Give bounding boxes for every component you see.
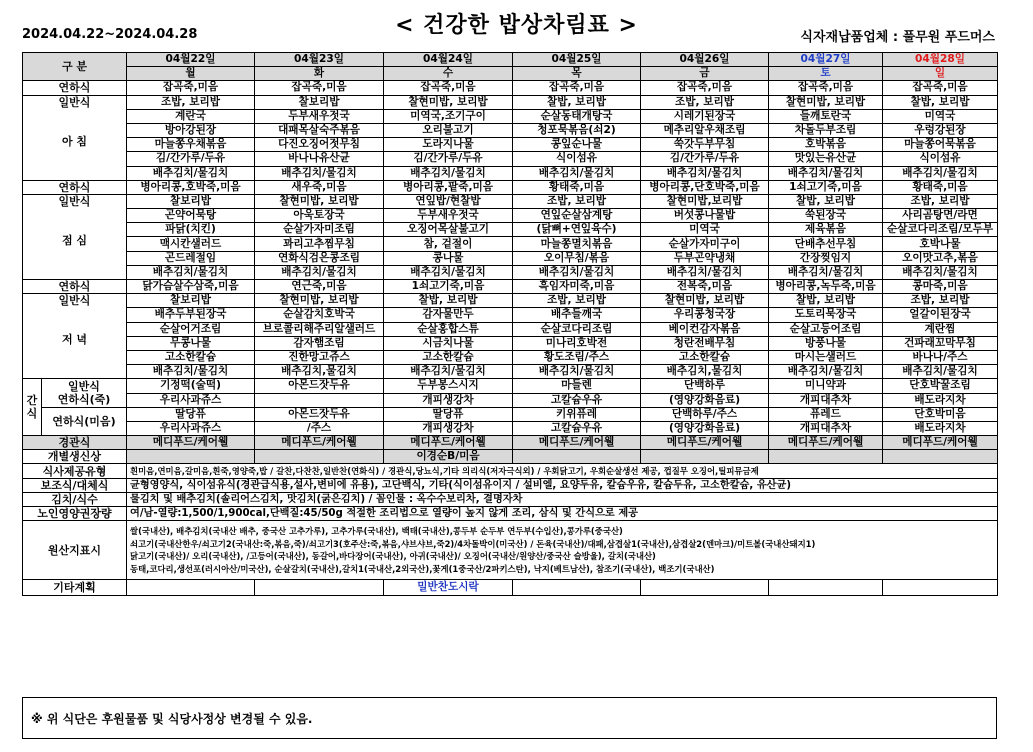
menu-item-cell: 찰밥, 보리밥 bbox=[769, 194, 883, 208]
menu-item-cell: 바나나유산균 bbox=[255, 152, 384, 166]
soft-meal-cell: 1쇠고기죽,미음 bbox=[384, 280, 513, 294]
tube-cell: 메디푸드/케어웰 bbox=[883, 436, 998, 450]
menu-item-cell: 우렁강된장 bbox=[883, 123, 998, 137]
menu-item-cell: 곤드레절임 bbox=[127, 251, 255, 265]
header-date: 04월23일 bbox=[255, 53, 384, 67]
soft-meal-cell: 병아리콩,단호박죽,미음 bbox=[641, 180, 769, 194]
meal-label bbox=[23, 194, 127, 279]
menu-item-cell: 찰현미밥, 보리밥 bbox=[641, 294, 769, 308]
menu-item-cell: 바나나/주스 bbox=[883, 350, 998, 364]
menu-item-cell: 조밥, 보리밥 bbox=[127, 95, 255, 109]
menu-item-cell: 순살가자미조림 bbox=[255, 223, 384, 237]
other-plan-cell: 밀반찬도시락 bbox=[384, 580, 513, 596]
menu-item-cell: 들깨토란국 bbox=[769, 109, 883, 123]
menu-item-cell: 배추김치/물김치 bbox=[641, 265, 769, 279]
menu-item-cell: 김/간가루/두유 bbox=[384, 152, 513, 166]
menu-item-cell: 배추김치/물김치 bbox=[513, 365, 641, 379]
menu-item-cell: 우리콩청국장 bbox=[641, 308, 769, 322]
snack-cell: 단백하루 bbox=[641, 379, 769, 393]
row-label-tube: 경관식 bbox=[23, 436, 127, 450]
soft-meal-cell: 병아리콩,녹두죽,미음 bbox=[769, 280, 883, 294]
menu-item-cell: 방풍나물 bbox=[769, 336, 883, 350]
lunch-row bbox=[23, 223, 998, 237]
menu-item-cell: 맥시칸샐러드 bbox=[127, 237, 255, 251]
header-row-days bbox=[23, 67, 998, 81]
snack-cell: 아몬드잣두유 bbox=[255, 407, 384, 421]
meal-type-value: 흰미음,연미음,갈미음,흰죽,영양죽,밥 / 갈찬,다찬찬,일반찬(연화식) / 경관식,당뇨식,기타 의리식(저자극식외) / 우회닭고기, 우회순살생선 제공, 껍질무 오징어,틸피뮤금제 bbox=[127, 464, 998, 478]
dinner-row bbox=[23, 365, 998, 379]
menu-item-cell: 배추김치/물김치 bbox=[769, 365, 883, 379]
menu-item-cell: 조밥, 보리밥 bbox=[883, 294, 998, 308]
menu-item-cell: 마늘쫑멸치볶음 bbox=[513, 237, 641, 251]
soft-meal-cell: 잡곡죽,미음 bbox=[513, 81, 641, 95]
menu-item-cell: 고소한칼슘 bbox=[641, 350, 769, 364]
dinner-row bbox=[23, 336, 998, 350]
menu-item-cell: 계란찜 bbox=[883, 322, 998, 336]
breakfast-row bbox=[23, 166, 998, 180]
soft-meal-row bbox=[23, 280, 998, 294]
soft-meal-cell: 잡곡죽,미음 bbox=[769, 81, 883, 95]
menu-item-cell: 미역국 bbox=[883, 109, 998, 123]
supplier-info: 식자재납품업체 : 풀무원 푸드머스 bbox=[800, 30, 995, 45]
soft-meal-cell: 병아리콩,호박죽,미음 bbox=[127, 180, 255, 194]
row-label-general: 일반식 bbox=[58, 95, 91, 109]
soft-meal-cell: 잡곡죽,미음 bbox=[127, 81, 255, 95]
header-date: 04월22일 bbox=[127, 53, 255, 67]
header-day: 화 bbox=[255, 67, 384, 81]
menu-item-cell: 배추김치/물김치 bbox=[255, 265, 384, 279]
menu-period: 2024.04.22~2024.04.28 bbox=[22, 27, 198, 42]
snack-cell: 단호박꿀조림 bbox=[883, 379, 998, 393]
menu-item-cell: 시레기된장국 bbox=[641, 109, 769, 123]
menu-item-cell: 배추김치/물김치 bbox=[513, 166, 641, 180]
menu-item-cell: (닭뼈+연잎육수) bbox=[513, 223, 641, 237]
menu-item-cell: 찰현미밥, 보리밥 bbox=[255, 294, 384, 308]
soft-meal-cell: 잡곡죽,미음 bbox=[255, 81, 384, 95]
menu-item-cell: 김/간가루/두유 bbox=[641, 152, 769, 166]
menu-item-cell: 찰현미밥, 보리밥 bbox=[769, 95, 883, 109]
menu-item-cell: 배추김치/물김치 bbox=[883, 166, 998, 180]
meal-type bbox=[23, 464, 998, 478]
meal-time-label: 아 침 bbox=[61, 134, 88, 148]
soft-meal-cell: 병아리콩,팥죽,미음 bbox=[384, 180, 513, 194]
menu-item-cell: 감자물만두 bbox=[384, 308, 513, 322]
menu-item-cell: 청란전배무침 bbox=[641, 336, 769, 350]
header-date: 04월25일 bbox=[513, 53, 641, 67]
soft-meal-cell: 황태죽,미음 bbox=[513, 180, 641, 194]
menu-item-cell: 두부곤약냉채 bbox=[641, 251, 769, 265]
header-day: 일 bbox=[883, 67, 998, 81]
menu-item-cell: 간장찢임지 bbox=[769, 251, 883, 265]
row-label-general: 일반식 bbox=[58, 194, 91, 208]
header-day: 월 bbox=[127, 67, 255, 81]
snack-cell: 우리사과쥬스 bbox=[127, 393, 255, 407]
row-label-soft: 연하식 bbox=[23, 180, 127, 194]
soft-meal-cell: 콩마죽,미음 bbox=[883, 280, 998, 294]
menu-item-cell: 연잎순살삼계탕 bbox=[513, 209, 641, 223]
row-label-individual: 개별생신상 bbox=[23, 450, 127, 464]
menu-item-cell: 버섯콩나물밥 bbox=[641, 209, 769, 223]
menu-item-cell: 제육볶음 bbox=[769, 223, 883, 237]
menu-item-cell: 배추김치/물김치 bbox=[769, 265, 883, 279]
menu-item-cell: 두부새우젓국 bbox=[255, 109, 384, 123]
menu-item-cell: 배추김치,물김치 bbox=[255, 365, 384, 379]
breakfast-row bbox=[23, 152, 998, 166]
header-date: 04월26일 bbox=[641, 53, 769, 67]
soft-meal-cell: 닭가슴살수삼죽,미음 bbox=[127, 280, 255, 294]
tube-cell: 메디푸드/케어웰 bbox=[513, 436, 641, 450]
menu-item-cell: 오이맛고추,볶음 bbox=[883, 251, 998, 265]
menu-item-cell: 두부새우젓국 bbox=[384, 209, 513, 223]
tube-cell: 메디푸드/케어웰 bbox=[769, 436, 883, 450]
snack-cell: 우리사과쥬스 bbox=[127, 421, 255, 435]
other-plan-cell bbox=[127, 580, 255, 596]
dinner-row bbox=[23, 350, 998, 364]
nutrition bbox=[23, 507, 998, 521]
header-day: 토 bbox=[769, 67, 883, 81]
soft-meal-cell: 전복죽,미음 bbox=[641, 280, 769, 294]
snack-cell: 기정떡(술떡) bbox=[127, 379, 255, 393]
menu-item-cell: 오이무침/볶음 bbox=[513, 251, 641, 265]
individual-cell bbox=[769, 450, 883, 464]
page-title: < 건강한 밥상차림표 > bbox=[395, 13, 638, 38]
nutrition-label: 노인영양권장량 bbox=[23, 507, 127, 521]
dinner-row bbox=[23, 308, 998, 322]
supplement-label: 보조식/대체식 bbox=[23, 478, 127, 492]
individual-cell bbox=[513, 450, 641, 464]
breakfast-row bbox=[23, 138, 998, 152]
header-day: 금 bbox=[641, 67, 769, 81]
origin-row bbox=[23, 521, 998, 580]
individual-cell bbox=[641, 450, 769, 464]
menu-item-cell: 호박볶음 bbox=[769, 138, 883, 152]
menu-item-cell: 조밥, 보리밥 bbox=[513, 194, 641, 208]
menu-item-cell: 시금치나물 bbox=[384, 336, 513, 350]
menu-item-cell: 순살코다리조림/모두부 bbox=[883, 223, 998, 237]
supplement bbox=[23, 478, 998, 492]
menu-item-cell: 대패목살숙주볶음 bbox=[255, 123, 384, 137]
snack-general-label bbox=[42, 379, 127, 407]
individual-row bbox=[23, 450, 998, 464]
individual-cell bbox=[883, 450, 998, 464]
individual-cell: 이경순B/미음 bbox=[384, 450, 513, 464]
menu-item-cell: 청포묵볶음(쇠2) bbox=[513, 123, 641, 137]
row-label-soft: 연하식 bbox=[23, 81, 127, 95]
menu-item-cell: 조밥, 보리밥 bbox=[883, 194, 998, 208]
soft-meal-cell: 잡곡죽,미음 bbox=[641, 81, 769, 95]
menu-item-cell: 찰밥, 보리밥 bbox=[769, 294, 883, 308]
meal-plan-table bbox=[22, 52, 998, 596]
snack-general-type: 일반식 bbox=[68, 380, 100, 393]
menu-item-cell: 고소한칼슘 bbox=[127, 350, 255, 364]
nutrition-value: 여/남-열량:1,500/1,900cal,단백질:45/50g 적절한 조리법으로 열량이 높지 않게 조리, 삼식 및 간식으로 제공 bbox=[127, 507, 998, 521]
menu-item-cell: 콩나물 bbox=[384, 251, 513, 265]
tube-cell: 메디푸드/케어웰 bbox=[641, 436, 769, 450]
menu-item-cell: 찰보리밥 bbox=[255, 95, 384, 109]
soft-meal-cell: 새우죽,미음 bbox=[255, 180, 384, 194]
breakfast-row bbox=[23, 123, 998, 137]
soft-meal-cell: 1쇠고기죽,미음 bbox=[769, 180, 883, 194]
tube-cell: 메디푸드/케어웰 bbox=[255, 436, 384, 450]
menu-item-cell: 진한망고쥬스 bbox=[255, 350, 384, 364]
menu-item-cell: 찰보리밥 bbox=[127, 194, 255, 208]
menu-item-cell: 무콩나물 bbox=[127, 336, 255, 350]
snack-cell: 개피생강차 bbox=[384, 393, 513, 407]
soft-meal-cell: 연근죽,미음 bbox=[255, 280, 384, 294]
menu-item-cell: 아욱토장국 bbox=[255, 209, 384, 223]
menu-item-cell: 마시는샐러드 bbox=[769, 350, 883, 364]
snack-cell: 마들렌 bbox=[513, 379, 641, 393]
menu-item-cell: 곤약어묵탕 bbox=[127, 209, 255, 223]
menu-item-cell: 베이컨감자볶음 bbox=[641, 322, 769, 336]
menu-item-cell: 파닭(치킨) bbox=[127, 223, 255, 237]
individual-cell bbox=[255, 450, 384, 464]
lunch-row bbox=[23, 194, 998, 208]
menu-item-cell: 다진오징어젓무침 bbox=[255, 138, 384, 152]
menu-item-cell: 순살어거조림 bbox=[127, 322, 255, 336]
other-plan-cell bbox=[883, 580, 998, 596]
menu-item-cell: 꽈리고추찜무침 bbox=[255, 237, 384, 251]
snack-cell: 배도라지차 bbox=[883, 393, 998, 407]
menu-item-cell: 찰현미밥,보리밥 bbox=[641, 194, 769, 208]
menu-item-cell: 콩잎순나물 bbox=[513, 138, 641, 152]
origin-cell bbox=[127, 521, 998, 580]
snack-general-row bbox=[23, 393, 998, 407]
menu-item-cell: 찰현미밥, 보리밥 bbox=[255, 194, 384, 208]
other-plan-cell bbox=[769, 580, 883, 596]
menu-item-cell: 감자햄조림 bbox=[255, 336, 384, 350]
menu-item-cell: 찰현미밥, 보리밥 bbox=[384, 95, 513, 109]
menu-item-cell: 배추김치/물김치 bbox=[883, 265, 998, 279]
row-label-general: 일반식 bbox=[58, 294, 91, 308]
menu-item-cell: 식이섬유 bbox=[513, 152, 641, 166]
menu-item-cell: 배추김치/물김치 bbox=[127, 166, 255, 180]
menu-item-cell: 순살홍합스튜 bbox=[384, 322, 513, 336]
header-row-dates bbox=[23, 53, 998, 67]
footer-note: ※ 위 식단은 후원물품 및 식당사정상 변경될 수 있음. bbox=[31, 712, 313, 726]
dinner-row bbox=[23, 322, 998, 336]
menu-item-cell: 차돌두부조림 bbox=[769, 123, 883, 137]
snack-cell: 고칼슘우유 bbox=[513, 393, 641, 407]
header-date: 04월24일 bbox=[384, 53, 513, 67]
snack-cell: 단백하루/주스 bbox=[641, 407, 769, 421]
snack-cell: 딸당퓨 bbox=[384, 407, 513, 421]
menu-item-cell: 사리곰탕면/라면 bbox=[883, 209, 998, 223]
menu-item-cell: 오징어목살불고기 bbox=[384, 223, 513, 237]
menu-item-cell: 마늘쫑어묵볶음 bbox=[883, 138, 998, 152]
menu-item-cell: 배추김치,물김치 bbox=[641, 365, 769, 379]
origin-line: 동태,코다리,생선포(러시아산/미국산), 순살갈치(국내산),갈치1(국내산,2외국산),꽃게(1중국산/2파키스탄), 낙지(베트남산), 참조기(국내산), 백조기(국내산) bbox=[130, 563, 715, 574]
menu-item-cell: 단배추선무침 bbox=[769, 237, 883, 251]
row-label-other: 기타계획 bbox=[23, 580, 127, 596]
snack-cell: 개피생강차 bbox=[384, 421, 513, 435]
menu-item-cell: 연잎밥/현찰밥 bbox=[384, 194, 513, 208]
soft-meal-cell: 잡곡죽,미음 bbox=[384, 81, 513, 95]
snack-soft-porridge-type: 연하식(죽) bbox=[57, 393, 111, 406]
snack-cell: 개피대추차 bbox=[769, 421, 883, 435]
header-day: 목 bbox=[513, 67, 641, 81]
soft-meal-cell: 잡곡죽,미음 bbox=[883, 81, 998, 95]
individual-cell bbox=[127, 450, 255, 464]
lunch-row bbox=[23, 209, 998, 223]
meal-time-label: 점 심 bbox=[61, 233, 88, 247]
menu-item-cell: 건파래꼬막무침 bbox=[883, 336, 998, 350]
menu-item-cell: 순살가자미구이 bbox=[641, 237, 769, 251]
soft-meal-cell: 흑임자미죽,미음 bbox=[513, 280, 641, 294]
supplement-value: 균형영양식, 식이섬유식(경관급식용,설사,변비에 유용), 고단백식, 기타(식이섬유이지 / 설비엘, 요양두유, 칼슘우유, 칼슘두유, 고소한칼슘, 유산균) bbox=[127, 478, 998, 492]
soft-meal-row bbox=[23, 180, 998, 194]
soft-meal-row bbox=[23, 81, 998, 95]
menu-item-cell: 호박나물 bbox=[883, 237, 998, 251]
menu-item-cell: 배추들깨국 bbox=[513, 308, 641, 322]
snack-cell: 단호박미음 bbox=[883, 407, 998, 421]
origin-line: 쇠고기(국내산한우/쇠고기2(국내산:죽,볶음,죽)/쇠고기3(호주산:죽,볶음,샤브샤브,죽2)/4차돌박이(미국산) / 돈육(국내산)/대패,삼겹살1(국내산),삼겹살2(덴마크)/미트볼(국내산돼지1) bbox=[130, 538, 816, 549]
snack-mieum-row bbox=[23, 421, 998, 435]
menu-item-cell: 찰밥, 보리밥 bbox=[883, 95, 998, 109]
snack-label: 간 식 bbox=[23, 379, 42, 436]
menu-item-cell: 찰밥, 보리밥 bbox=[513, 95, 641, 109]
snack-cell: 키위퓨레 bbox=[513, 407, 641, 421]
menu-item-cell: 얼갈이된장국 bbox=[883, 308, 998, 322]
menu-item-cell: 식이섬유 bbox=[883, 152, 998, 166]
snack-cell: 고칼슘우유 bbox=[513, 421, 641, 435]
menu-item-cell: 찰밥, 보리밥 bbox=[384, 294, 513, 308]
other-plan-cell bbox=[513, 580, 641, 596]
other-plan-cell bbox=[641, 580, 769, 596]
menu-item-cell: 쑥갓두부무침 bbox=[641, 138, 769, 152]
menu-item-cell: 배추김치/물김치 bbox=[883, 365, 998, 379]
tube-cell: 메디푸드/케어웰 bbox=[127, 436, 255, 450]
dinner-row bbox=[23, 294, 998, 308]
menu-item-cell: 도토리묵장국 bbox=[769, 308, 883, 322]
lunch-row bbox=[23, 265, 998, 279]
menu-item-cell: 방아강된장 bbox=[127, 123, 255, 137]
menu-item-cell: 맛있는유산균 bbox=[769, 152, 883, 166]
menu-item-cell: 미역국,조기구이 bbox=[384, 109, 513, 123]
snack-cell: /주스 bbox=[255, 421, 384, 435]
footer-note-box bbox=[22, 697, 997, 739]
soft-meal-cell: 황태죽,미음 bbox=[883, 180, 998, 194]
menu-item-cell: 순살감치호박국 bbox=[255, 308, 384, 322]
snack-cell: (영양강화음료) bbox=[641, 421, 769, 435]
menu-item-cell: 순살코다리조림 bbox=[513, 322, 641, 336]
snack-cell: 딸당퓨 bbox=[127, 407, 255, 421]
meal-label bbox=[23, 95, 127, 180]
menu-item-cell: 브로콜리해주리알샐러드 bbox=[255, 322, 384, 336]
menu-item-cell: 계란국 bbox=[127, 109, 255, 123]
snack-cell: 미니약과 bbox=[769, 379, 883, 393]
snack-mieum-label: 연하식(미음) bbox=[42, 407, 127, 435]
snack-cell: 두부봉스시지 bbox=[384, 379, 513, 393]
header-day: 수 bbox=[384, 67, 513, 81]
menu-item-cell: 순살고등어조림 bbox=[769, 322, 883, 336]
kimchi-label: 김치/식수 bbox=[23, 492, 127, 506]
snack-cell: 아몬드잣두유 bbox=[255, 379, 384, 393]
meal-type-label: 식사제공유형 bbox=[23, 464, 127, 478]
menu-item-cell: 오리불고기 bbox=[384, 123, 513, 137]
menu-item-cell: 김/간가루/두유 bbox=[127, 152, 255, 166]
menu-item-cell: 조밥, 보리밥 bbox=[641, 95, 769, 109]
menu-item-cell: 메추리알우채조림 bbox=[641, 123, 769, 137]
origin-line: 쌀(국내산), 배추김치(국내산 배추, 중국산 고추가루), 고추가루(국내산), 백태(국내산),콩두부 순두부 연두부(수입산),콩가루(중국산) bbox=[130, 526, 623, 536]
menu-item-cell: 황도조림/주스 bbox=[513, 350, 641, 364]
snack-cell: 개피대추차 bbox=[769, 393, 883, 407]
menu-item-cell: 순살동태개탕국 bbox=[513, 109, 641, 123]
menu-item-cell: 배추김치/물김치 bbox=[769, 166, 883, 180]
kimchi bbox=[23, 492, 998, 506]
menu-item-cell: 연화식검은콩조림 bbox=[255, 251, 384, 265]
menu-item-cell: 배추김치/물김치 bbox=[641, 166, 769, 180]
menu-item-cell: 배추김치/물김치 bbox=[127, 265, 255, 279]
menu-item-cell: 고소한칼슘 bbox=[384, 350, 513, 364]
tube-cell: 메디푸드/케어웰 bbox=[384, 436, 513, 450]
snack-mieum-row bbox=[23, 407, 998, 421]
origin-line: 닭고기(국내산)/ 오리(국내산), /고등어(국내산), 동갈어,바다장어(국내산), 아귀(국내산)/ 오징어(국내산/원양산/중국산 슬방울), 갈치(국내산) bbox=[130, 551, 656, 562]
menu-item-cell: 미역국 bbox=[641, 223, 769, 237]
menu-item-cell: 배추김치/물김치 bbox=[384, 365, 513, 379]
menu-item-cell: 참, 겉절이 bbox=[384, 237, 513, 251]
row-label-soft: 연하식 bbox=[23, 280, 127, 294]
snack-cell: 배도라지차 bbox=[883, 421, 998, 435]
menu-item-cell: 배추김치/물김치 bbox=[513, 265, 641, 279]
menu-item-cell: 배추김치/물김치 bbox=[255, 166, 384, 180]
header-label: 구 분 bbox=[23, 53, 127, 81]
menu-item-cell: 마늘쫑우채볶음 bbox=[127, 138, 255, 152]
menu-item-cell: 배추김치/물김치 bbox=[384, 166, 513, 180]
meal-time-label: 저 녁 bbox=[61, 333, 88, 347]
breakfast-row bbox=[23, 95, 998, 109]
other-plan-cell bbox=[255, 580, 384, 596]
other-plan-row bbox=[23, 580, 998, 596]
lunch-row bbox=[23, 251, 998, 265]
header-date: 04월28일 bbox=[883, 53, 998, 67]
row-label-origin: 원산지표시 bbox=[23, 521, 127, 580]
menu-item-cell: 쑥된장국 bbox=[769, 209, 883, 223]
menu-item-cell: 미나리호박전 bbox=[513, 336, 641, 350]
snack-cell: (영양강화음료) bbox=[641, 393, 769, 407]
menu-item-cell: 배추김치/물김치 bbox=[384, 265, 513, 279]
header-date: 04월27일 bbox=[769, 53, 883, 67]
tube-feeding-row bbox=[23, 436, 998, 450]
menu-item-cell: 조밥, 보리밥 bbox=[513, 294, 641, 308]
snack-cell: 퓨레드 bbox=[769, 407, 883, 421]
kimchi-value: 물김치 및 배추김치(솔리어스김치, 맛김치(굵은김치) / 꼼인물 : 옥수수보리차, 결명자차 bbox=[127, 492, 998, 506]
menu-item-cell: 찰보리밥 bbox=[127, 294, 255, 308]
menu-item-cell: 도라지나물 bbox=[384, 138, 513, 152]
lunch-row bbox=[23, 237, 998, 251]
snack-general-row bbox=[23, 379, 998, 393]
meal-label bbox=[23, 294, 127, 379]
menu-item-cell: 배추두부된장국 bbox=[127, 308, 255, 322]
snack-cell bbox=[255, 393, 384, 407]
breakfast-row bbox=[23, 109, 998, 123]
menu-item-cell: 배추김치/물김치 bbox=[127, 365, 255, 379]
